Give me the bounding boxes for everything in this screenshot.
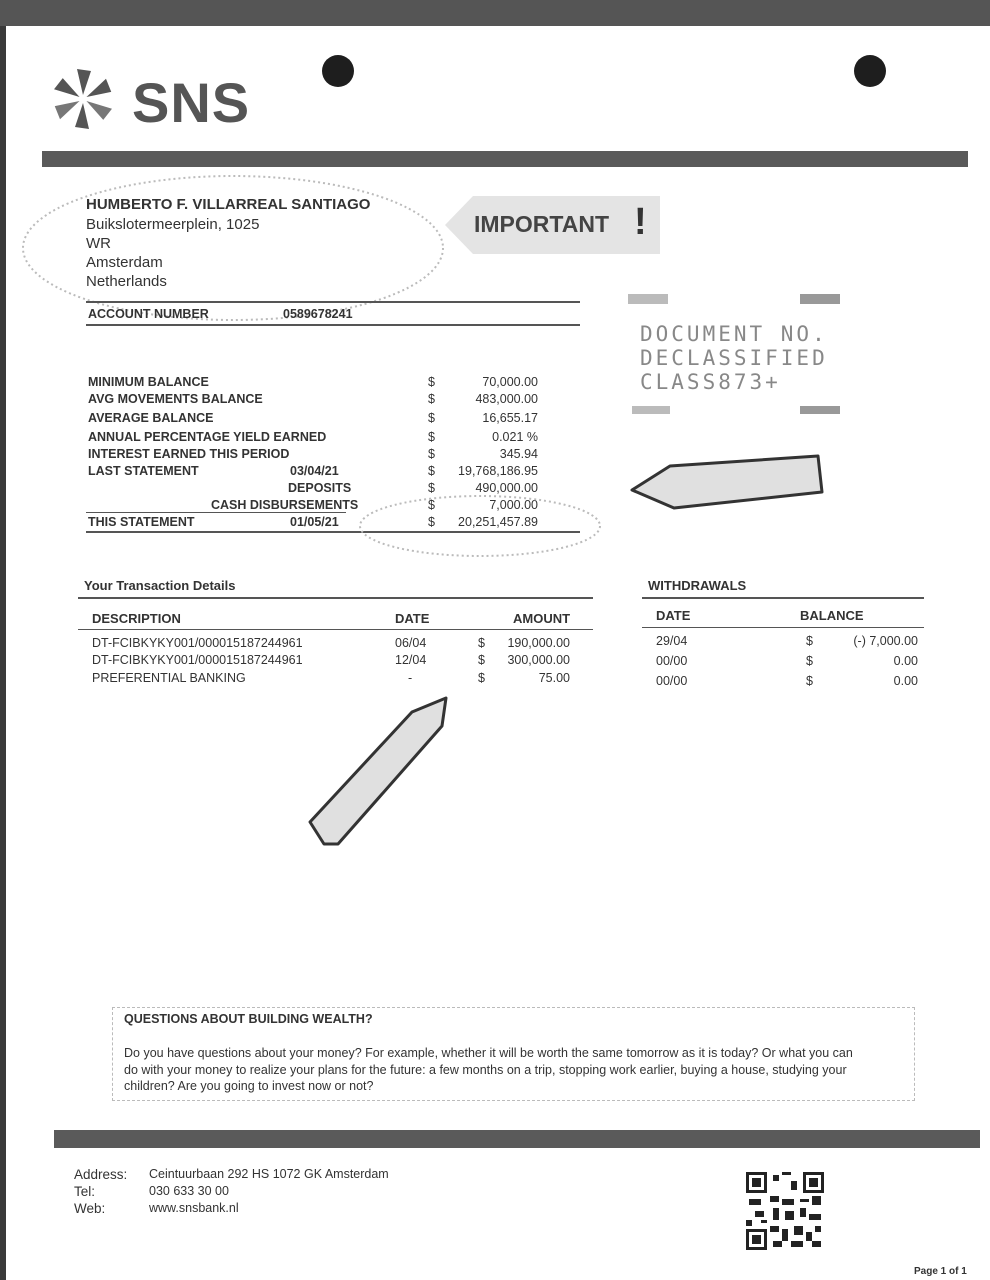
customer-name: HUMBERTO F. VILLARREAL SANTIAGO [86, 196, 371, 213]
transactions-title: Your Transaction Details [84, 578, 236, 593]
questions-body-line: do with your money to realize your plans for the future: a few months on a trip, stopping work earlier, buying a house, studying your [124, 1063, 847, 1077]
summary-value: 345.94 [499, 447, 538, 461]
qr-code-icon [746, 1172, 824, 1250]
currency-symbol: $ [428, 447, 435, 461]
currency-symbol: $ [478, 636, 485, 650]
punch-hole [854, 55, 886, 87]
important-label: IMPORTANT [474, 211, 610, 237]
withdrawal-balance: 0.00 [893, 654, 918, 668]
stamp-line: DOCUMENT NO. [640, 322, 828, 346]
summary-value: 483,000.00 [475, 392, 538, 406]
transaction-amount: 190,000.00 [507, 636, 570, 650]
this-statement-date: 01/05/21 [290, 515, 339, 529]
summary-value: 0.021 % [492, 430, 538, 444]
footer-web-link[interactable]: www.snsbank.nl [149, 1201, 239, 1215]
divider [642, 597, 924, 599]
summary-value: 490,000.00 [475, 481, 538, 495]
scan-top-band [0, 0, 990, 26]
withdrawal-date: 29/04 [656, 634, 688, 648]
currency-symbol: $ [428, 481, 435, 495]
divider [86, 324, 580, 326]
last-statement-date: 03/04/21 [290, 464, 339, 478]
transaction-date: - [408, 671, 413, 685]
summary-value: 19,768,186.95 [458, 464, 538, 478]
summary-value: 20,251,457.89 [458, 515, 538, 529]
stamp-mark [800, 294, 840, 304]
transaction-date: 12/04 [395, 653, 427, 667]
stamp-mark [632, 406, 670, 414]
summary-label: AVG MOVEMENTS BALANCE [88, 392, 263, 406]
summary-label: MINIMUM BALANCE [88, 375, 209, 389]
withdrawal-date: 00/00 [656, 654, 688, 668]
divider [86, 512, 346, 513]
withdrawal-date-header: DATE [656, 608, 691, 623]
summary-label: ANNUAL PERCENTAGE YIELD EARNED [88, 430, 327, 444]
transaction-amount: 75.00 [538, 671, 570, 685]
currency-symbol: $ [428, 411, 435, 425]
stamp-line: CLASS873+ [640, 370, 781, 394]
summary-value: 7,000.00 [489, 498, 538, 512]
page-number: Page 1 of 1 [914, 1266, 967, 1277]
summary-value: 70,000.00 [482, 375, 538, 389]
footer-bar [54, 1130, 980, 1148]
currency-symbol: $ [428, 464, 435, 478]
transaction-date: 06/04 [395, 636, 427, 650]
divider [78, 597, 593, 599]
questions-title: QUESTIONS ABOUT BUILDING WEALTH? [124, 1012, 373, 1026]
transaction-amount: 300,000.00 [507, 653, 570, 667]
customer-address-line: Netherlands [86, 273, 167, 290]
customer-address-line: WR [86, 235, 111, 252]
summary-label: THIS STATEMENT [88, 515, 195, 529]
currency-symbol: $ [806, 654, 813, 668]
currency-symbol: $ [428, 515, 435, 529]
currency-symbol: $ [806, 634, 813, 648]
currency-symbol: $ [806, 674, 813, 688]
footer-web-label: Web: [74, 1201, 106, 1216]
col-date-header: DATE [395, 611, 430, 626]
summary-label: LAST STATEMENT [88, 464, 199, 478]
transaction-description: DT-FCIBKYKY001/000015187244961 [92, 653, 303, 667]
customer-address-line: Amsterdam [86, 254, 163, 271]
customer-address-line: Buikslotermeerplein, 1025 [86, 216, 260, 233]
col-amount-header: AMOUNT [513, 611, 571, 626]
summary-label: INTEREST EARNED THIS PERIOD [88, 447, 290, 461]
stamp-line: DECLASSIFIED [640, 346, 828, 370]
withdrawal-balance: (-) 7,000.00 [853, 634, 918, 648]
divider [78, 629, 593, 630]
bank-logo-text: SNS [132, 71, 251, 134]
footer-tel: 030 633 30 00 [149, 1184, 229, 1198]
col-description-header: DESCRIPTION [92, 611, 181, 626]
arrow-sticker [628, 452, 828, 512]
footer-address-label: Address: [74, 1167, 128, 1182]
divider [86, 301, 580, 303]
currency-symbol: $ [428, 498, 435, 512]
sns-logo-icon [50, 66, 116, 132]
footer-address: Ceintuurbaan 292 HS 1072 GK Amsterdam [149, 1167, 389, 1181]
punch-hole [322, 55, 354, 87]
summary-value: 16,655.17 [482, 411, 538, 425]
questions-body-line: children? Are you going to invest now or not? [124, 1079, 374, 1093]
stamp-mark [800, 406, 840, 414]
important-exclamation: ! [634, 201, 647, 243]
withdrawal-balance-header: BALANCE [800, 608, 864, 623]
account-number-value: 0589678241 [283, 307, 353, 321]
questions-body-line: Do you have questions about your money? For example, whether it will be worth the same tomorrow as it is today? Or what you can [124, 1046, 853, 1060]
currency-symbol: $ [478, 671, 485, 685]
arrow-sticker [300, 692, 460, 857]
stamp-mark [628, 294, 668, 304]
currency-symbol: $ [428, 375, 435, 389]
footer-tel-label: Tel: [74, 1184, 96, 1199]
deposits-label: DEPOSITS [288, 481, 352, 495]
header-bar [42, 151, 968, 167]
account-number-label: ACCOUNT NUMBER [88, 307, 209, 321]
withdrawal-date: 00/00 [656, 674, 688, 688]
cash-disbursements-label: CASH DISBURSEMENTS [211, 498, 359, 512]
hand-drawn-circle [355, 490, 605, 562]
transaction-description: PREFERENTIAL BANKING [92, 671, 246, 685]
divider [642, 627, 924, 628]
hand-drawn-circle [18, 170, 448, 330]
transaction-description: DT-FCIBKYKY001/000015187244961 [92, 636, 303, 650]
currency-symbol: $ [428, 430, 435, 444]
withdrawal-balance: 0.00 [893, 674, 918, 688]
withdrawals-title: WITHDRAWALS [648, 578, 747, 593]
summary-label: AVERAGE BALANCE [88, 411, 214, 425]
currency-symbol: $ [478, 653, 485, 667]
currency-symbol: $ [428, 392, 435, 406]
